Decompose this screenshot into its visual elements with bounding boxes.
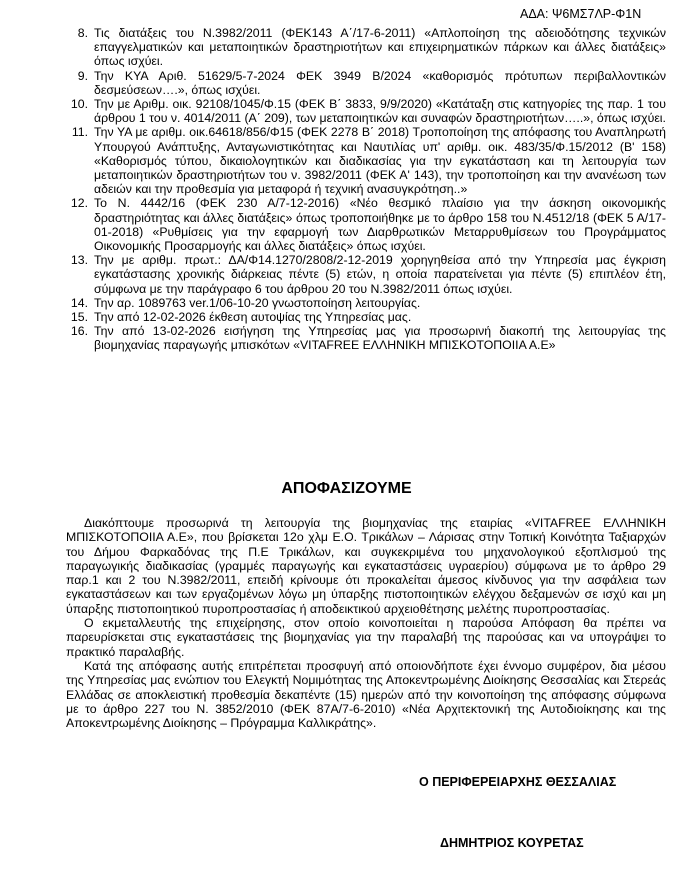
item-number: 15. xyxy=(70,310,88,325)
list-item xyxy=(64,125,666,196)
signatory-title: Ο ΠΕΡΙΦΕΡΕΙΑΡΧΗΣ ΘΕΣΣΑΛΙΑΣ xyxy=(419,775,617,789)
item-number: 11. xyxy=(71,125,88,140)
item-number: 9. xyxy=(77,68,88,83)
item-text: Την με αριθμ. πρωτ.: ΔΑ/Φ14.1270/2808/2-12-2019 χορηγηθείσα από την Υπηρεσία μας έγκριση εγκατάστασης χρονικής διάρκειας πέντε (5) ετών, η οποία παρατείνεται για πέντε (5) επιπλέον έτη, σύμφωνα με την παράγραφο 6 του άρθρου 20 του Ν.3982/2011 όπως ισχύει. xyxy=(94,253,666,296)
item-text: Την από 12-02-2026 έκθεση αυτοψίας της Υπηρεσίας μας. xyxy=(94,310,412,325)
item-text: Την ΥΑ με αριθμ. οικ.64618/856/Φ15 (ΦΕΚ 2278 Β΄ 2018) Τροποποίηση της απόφασης του Αναπληρωτή Υπουργού Ανάπτυξης, Ανταγωνιστικότητας και Ναυτιλίας υπ' αριθμ. οικ. 483/35/Φ.15/2012 (Β' 158) «Καθορισμός τύπου, δικαιολογητικών και διαδικασίας για την εγκατάσταση και τη λειτουργία των μεταποιητικών δραστηριοτήτων του ν. 3982/2011 (ΦΕΚ Α' 143), την τροποποίηση και την ανανέωση των αδειών και την προθεσμία για μεταφορά ή τεχνική ανασυγκρότηση..» xyxy=(94,125,666,197)
list-item xyxy=(64,26,666,69)
decision-heading: ΑΠΟΦΑΣΙΖΟΥΜΕ xyxy=(281,480,412,497)
item-text: Την από 13-02-2026 εισήγηση της Υπηρεσίας μας για προσωρινή διακοπή της λειτουργίας της βιομηχανίας παραγωγής μπισκότων «VITAFREE ΕΛΛΗΝΙΚΗ ΜΠΙΣΚΟΤΟΠΟΙΙΑ Α.Ε» xyxy=(94,324,666,353)
decision-paragraph: Ο εκμεταλλευτής της επιχείρησης, στον οποίο κοινοποιείται η παρούσα Απόφαση θα πρέπει να παρευρίσκεται στις εγκαταστάσεις της βιομηχανίας για την παραλαβή της παρούσας και να υπογράψει το πρακτικό παραλαβής. xyxy=(66,616,666,659)
list-item xyxy=(64,296,666,310)
item-number: 10. xyxy=(70,97,88,112)
list-item xyxy=(64,253,666,296)
decision-body xyxy=(66,516,666,730)
item-text: Την ΚΥΑ Αριθ. 51629/5-7-2024 ΦΕΚ 3949 Β/2024 «καθορισμός πρότυπων περιβαλλοντικών δεσμεύσεων….», όπως ισχύει. xyxy=(94,68,666,97)
item-number: 12. xyxy=(70,196,88,211)
list-item xyxy=(64,69,666,97)
decision-paragraph: Διακόπτουμε προσωρινά τη λειτουργία της βιομηχανίας της εταιρίας «VITAFREE ΕΛΛΗΝΙΚΗ ΜΠΙΣΚΟΤΟΠΟΙΙΑ Α.Ε», που βρίσκεται 12ο χλμ Ε.Ο. Τρικάλων – Λάρισας στην Τοπική Κοινότητα Ταξιαρχών του Δήμου Φαρκαδόνας της Π.Ε Τρικάλων, και συγκεκριμένα του μηχανολογικού εξοπλισμού της παραγωγικής διαδικασίας (γραμμές παραγωγής και εγκαταστάσεις υγραερίου) σύμφωνα με το άρθρο 29 παρ.1 και 2 του Ν.3982/2011, επειδή κρίνουμε ότι προκαλείται άμεσος κίνδυνος για την ασφάλεια των εγκαταστάσεων και των εργαζομένων λόγω μη ύπαρξης πιστοποιητικών ελέγχου δεξαμενών σε ισχύ και μη ύπαρξης πιστοποιητικού πυροπροστασίας ή αποδεικτικού αρχειοθέτησης μελέτης πυροπροστασίας. xyxy=(66,516,666,616)
item-text: Τις διατάξεις του Ν.3982/2011 (ΦΕΚ143 Α΄/17-6-2011) «Απλοποίηση της αδειοδότησης τεχνικών επαγγελματικών και μεταποιητικών δραστηριοτήτων και επιχειρηματικών πάρκων και άλλες διατάξεις» όπως ισχύει. xyxy=(94,26,666,69)
item-text: Την με Αριθμ. οικ. 92108/1045/Φ.15 (ΦΕΚ Β΄ 3833, 9/9/2020) «Κατάταξη στις κατηγορίες της παρ. 1 του άρθρου 1 του ν. 4014/2011 (Α΄ 209), των μεταποιητικών και συναφών δραστηριοτήτων…..», όπως ισχύει. xyxy=(94,97,666,126)
ada-code: ΑΔΑ: Ψ6ΜΣ7ΛΡ-Φ1Ν xyxy=(520,7,642,21)
item-text: Την αρ. 1089763 ver.1/06-10-20 γνωστοποίηση λειτουργίας. xyxy=(94,295,421,310)
item-text: Το Ν. 4442/16 (ΦΕΚ 230 Α/7-12-2016) «Νέο θεσμικό πλαίσιο για την άσκηση οικονομικής δραστηριότητας και άλλες διατάξεις» όπως τροποποιήθηκε με το άρθρο 158 του Ν.4512/18 (ΦΕΚ 5 Α/17-01-2018) «Ρυθμίσεις για την εφαρμογή των Διαρθρωτικών Μεταρρυθμίσεων του Προγράμματος Οικονομικής Προσαρμογής και άλλες διατάξεις» όπως ισχύει. xyxy=(94,196,666,254)
list-item xyxy=(64,324,666,352)
list-item xyxy=(64,196,666,253)
signatory-name: ΔΗΜΗΤΡΙΟΣ ΚΟΥΡΕΤΑΣ xyxy=(440,836,584,850)
item-number: 8. xyxy=(77,26,88,40)
item-number: 16. xyxy=(70,324,88,339)
item-number: 13. xyxy=(70,253,88,268)
decision-paragraph: Κατά της απόφασης αυτής επιτρέπεται προσφυγή από οποιονδήποτε έχει έννομο συμφέρον, δια μέσου της Υπηρεσίας μας ενώπιον του Ελεγκτή Νομιμότητας της Αποκεντρωμένης Διοίκησης Θεσσαλίας και Στερεάς Ελλάδας σε αποκλειστική προθεσμία δεκαπέντε (15) ημερών από την κοινοποίηση της απόφασης σύμφωνα με το άρθρο 227 του Ν. 3852/2010 (ΦΕΚ 87Α/7-6-2010) «Νέα Αρχιτεκτονική της Αυτοδιοίκησης και της Αποκεντρωμένης Διοίκησης – Πρόγραμμα Καλλικράτης». xyxy=(66,658,666,731)
list-item xyxy=(64,97,666,125)
considerations-list xyxy=(64,26,666,353)
list-item xyxy=(64,310,666,324)
item-number: 14. xyxy=(70,295,88,310)
